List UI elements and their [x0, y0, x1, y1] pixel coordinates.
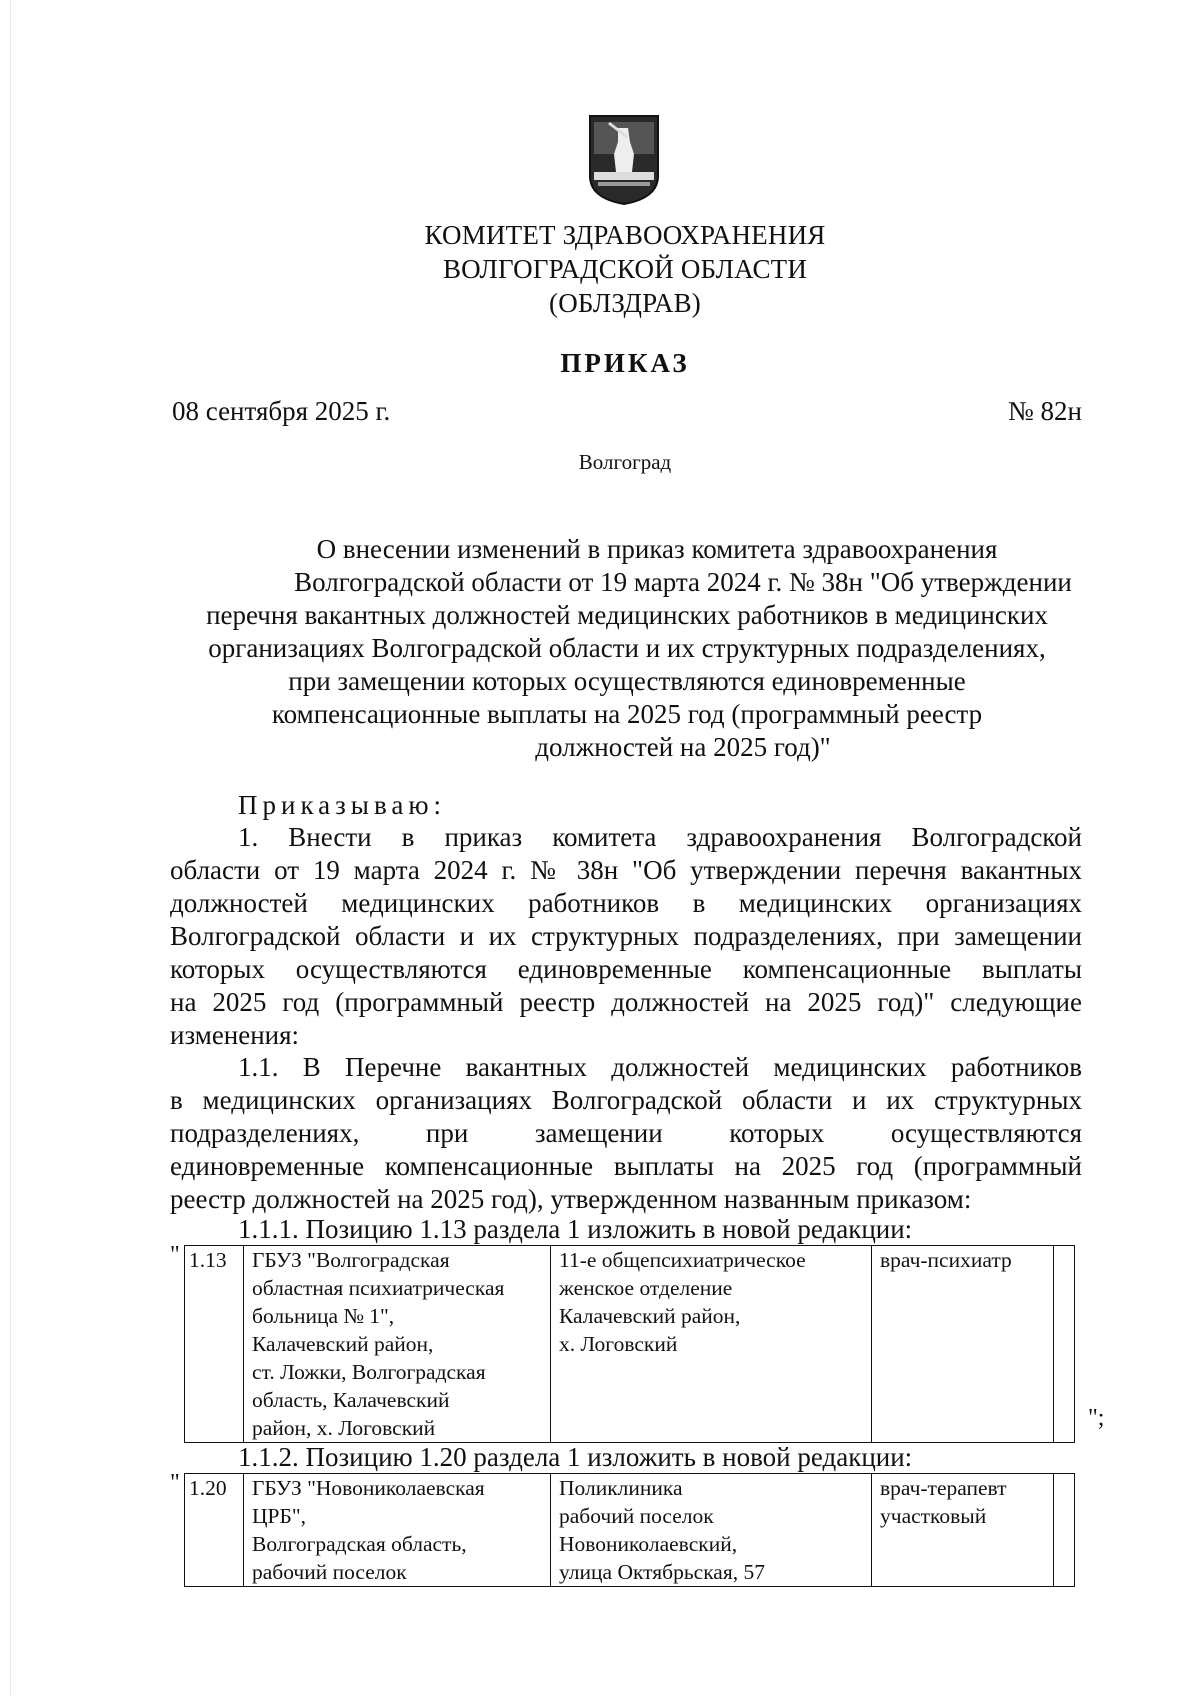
- cell-line: больница № 1",: [252, 1304, 395, 1328]
- paragraph-line: Волгоградской области и их структурных подразделениях, при замещении: [170, 921, 1082, 951]
- cell-line: врач-терапевт: [880, 1476, 1007, 1500]
- subject-line: перечня вакантных должностей медицинских работников в медицинских: [206, 600, 1048, 630]
- cell-line: Волгоградская область,: [252, 1532, 467, 1556]
- cell-line: рабочий поселок: [252, 1560, 407, 1584]
- cell-line: ГБУЗ "Волгоградская: [252, 1248, 450, 1272]
- position-number: 1.20: [185, 1474, 244, 1587]
- subject-line: при замещении которых осуществляются единовременные: [288, 666, 966, 696]
- close-quote: ";: [1088, 1405, 1105, 1431]
- cell-line: участковый: [880, 1504, 987, 1528]
- subparagraph-1-1-1: 1.1.1. Позицию 1.13 раздела 1 изложить в новой редакции:: [238, 1214, 913, 1244]
- org-line-1: КОМИТЕТ ЗДРАВООХРАНЕНИЯ: [424, 220, 826, 250]
- cell-line: х. Логовский: [559, 1332, 678, 1356]
- paragraph-line: в медицинских организациях Волгоградской области и их структурных: [170, 1085, 1082, 1115]
- paragraph-line: которых осуществляются единовременные компенсационные выплаты: [170, 954, 1082, 984]
- subject-line: Волгоградской области от 19 марта 2024 г. № 38н "Об утверждении: [294, 567, 1072, 597]
- position-number: 1.13: [185, 1246, 244, 1443]
- position-table-1-20: [184, 1473, 1075, 1587]
- cell-line: женское отделение: [559, 1276, 733, 1300]
- paragraph-line: 1. Внести в приказ комитета здравоохранения Волгоградской: [238, 822, 1082, 852]
- paragraph-line: на 2025 год (программный реестр должностей на 2025 год)" следующие: [170, 987, 1082, 1017]
- paragraph-line: должностей медицинских работников в медицинских организациях: [170, 888, 1082, 918]
- cell-line: ЦРБ",: [252, 1504, 306, 1528]
- cell-line: областная психиатрическая: [252, 1276, 505, 1300]
- coat-of-arms-icon: [588, 114, 660, 206]
- empty-cell: [1054, 1246, 1075, 1443]
- position-cell: [872, 1246, 1054, 1443]
- position-table-1-13: [184, 1245, 1075, 1443]
- scan-margin-line: [10, 0, 11, 1696]
- paragraph-line: 1.1. В Перечне вакантных должностей медицинских работников: [238, 1052, 1082, 1082]
- organization-cell: [244, 1474, 551, 1587]
- paragraph-line: изменения:: [170, 1020, 300, 1050]
- cell-line: Калачевский район,: [252, 1332, 434, 1356]
- open-quote: ": [170, 1242, 180, 1268]
- cell-line: ГБУЗ "Новониколаевская: [252, 1476, 485, 1500]
- paragraph-line: реестр должностей на 2025 год), утвержденном названным приказом:: [170, 1184, 972, 1214]
- document-title: ПРИКАЗ: [560, 348, 690, 378]
- cell-line: Новониколаевский,: [559, 1532, 738, 1556]
- table-row: [185, 1246, 1075, 1443]
- subject-line: должностей на 2025 год)": [535, 732, 831, 762]
- organization-cell: [244, 1246, 551, 1443]
- cell-line: район, х. Логовский: [252, 1416, 436, 1440]
- subject-line: компенсационные выплаты на 2025 год (программный реестр: [271, 699, 983, 729]
- paragraph-line: подразделениях, при замещении которых осуществляются: [170, 1118, 1082, 1148]
- document-subject: [172, 533, 1082, 764]
- paragraph-line: области от 19 марта 2024 г. № 38н "Об утверждении перечня вакантных: [170, 855, 1082, 885]
- subparagraph-1-1-2: 1.1.2. Позицию 1.20 раздела 1 изложить в новой редакции:: [238, 1442, 913, 1472]
- cell-line: 11-е общепсихиатрическое: [559, 1248, 806, 1272]
- org-line-3: (ОБЛЗДРАВ): [549, 288, 701, 318]
- cell-line: Поликлиника: [559, 1476, 683, 1500]
- document-city: Волгоград: [578, 450, 672, 474]
- paragraph-line: единовременные компенсационные выплаты на 2025 год (программный: [170, 1151, 1082, 1181]
- empty-cell: [1054, 1474, 1075, 1587]
- cell-line: улица Октябрьская, 57: [559, 1560, 765, 1584]
- cell-line: ст. Ложки, Волгоградская: [252, 1360, 486, 1384]
- cell-line: врач-психиатр: [880, 1248, 1012, 1272]
- cell-line: Калачевский район,: [559, 1304, 741, 1328]
- subject-line: О внесении изменений в приказ комитета здравоохранения: [316, 534, 998, 564]
- document-number: № 82н: [1008, 396, 1082, 426]
- department-cell: [551, 1474, 872, 1587]
- position-cell: [872, 1474, 1054, 1587]
- document-date: 08 сентября 2025 г.: [172, 396, 391, 426]
- paragraph-1: [170, 821, 1082, 1052]
- org-line-2: ВОЛГОГРАДСКОЙ ОБЛАСТИ: [442, 254, 808, 284]
- order-word: Приказываю:: [238, 790, 446, 820]
- open-quote: ": [170, 1470, 180, 1496]
- cell-line: рабочий поселок: [559, 1504, 714, 1528]
- subject-line: организациях Волгоградской области и их структурных подразделениях,: [208, 633, 1046, 663]
- cell-line: область, Калачевский: [252, 1388, 450, 1412]
- table-row: [185, 1474, 1075, 1587]
- department-cell: [551, 1246, 872, 1443]
- organization-header: [300, 218, 950, 320]
- paragraph-1-1: [170, 1051, 1082, 1216]
